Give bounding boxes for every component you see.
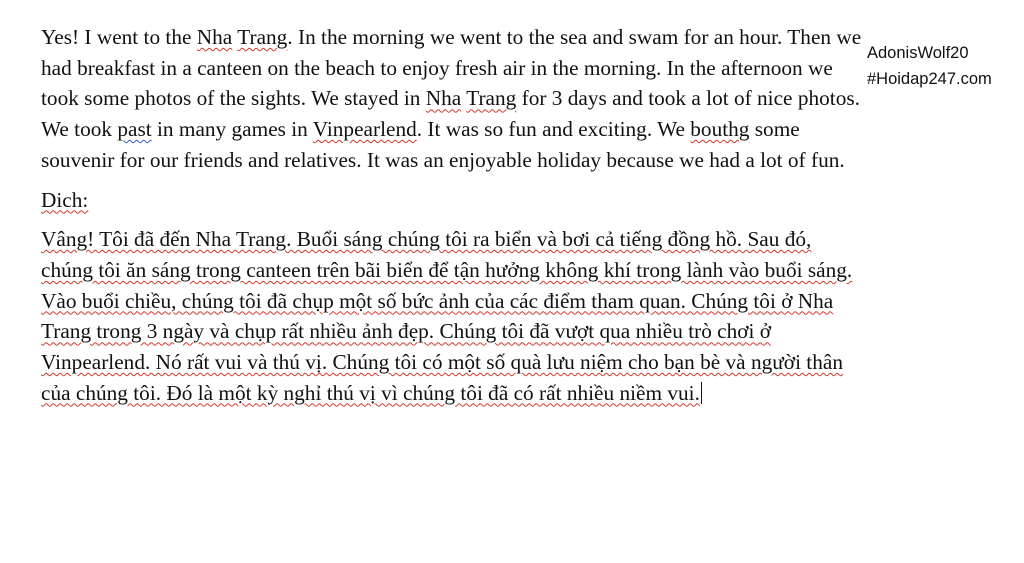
english-text: some souvenir for our friends and relatives. It was an enjoyable holiday because we had a lot of fun. bbox=[41, 117, 845, 172]
misspelled-word: bouthg bbox=[690, 117, 750, 142]
translation-label-text: Dich: bbox=[41, 187, 89, 212]
watermark-site: #Hoidap247.com bbox=[867, 70, 992, 88]
vietnamese-text: Vâng! Tôi đã đến Nha Trang. Buổi sáng chúng tôi ra biển và bơi cả tiếng đồng hồ. Sau đó, chúng tôi ăn sáng trong canteen trên bãi biển để tận hưởng không khí trong lành vào buổi sáng. Vào buổi chiều, chúng tôi đã chụp một số bức ảnh của các điểm tham quan. Chúng tôi ở Nha Trang trong 3 ngày và chụp rất nhiều ảnh đẹp. Chúng tôi đã vượt qua nhiều trò chơi ở Vinpearlend. Nó rất vui và thú vị. Chúng tôi có một số quà lưu niệm cho bạn bè và người thân của chúng tôi. Đó là một kỳ nghỉ thú vị vì chúng tôi đã có rất nhiều niềm vui. bbox=[41, 227, 853, 405]
english-text: . In the morning we went to the sea and swam for an hour. Then we had breakfast in a canteen on the beach to enjoy fresh air in the morning. In the afternoon we took some photos of the sights. We stayed in bbox=[41, 25, 862, 111]
document-body[interactable] bbox=[41, 22, 863, 408]
misspelled-word: Trang bbox=[466, 86, 517, 111]
grammar-flagged-word: past bbox=[117, 117, 152, 142]
misspelled-word: Vinpearlend bbox=[312, 117, 417, 142]
text-cursor bbox=[701, 382, 702, 404]
misspelled-word: Nha bbox=[196, 25, 233, 49]
vietnamese-paragraph bbox=[41, 224, 863, 408]
watermark bbox=[867, 40, 992, 92]
misspelled-word: Nha bbox=[425, 86, 462, 111]
watermark-author: AdonisWolf20 bbox=[867, 44, 969, 62]
english-text: . It was so fun and exciting. We bbox=[416, 117, 691, 142]
english-paragraph bbox=[41, 22, 863, 176]
english-text: for 3 days and took a lot of nice photos. We took bbox=[41, 86, 860, 142]
english-text: Yes! I went to the bbox=[41, 25, 197, 49]
misspelled-word: Trang bbox=[237, 25, 288, 49]
translation-label bbox=[41, 185, 863, 216]
english-text: in many games in bbox=[151, 117, 313, 142]
